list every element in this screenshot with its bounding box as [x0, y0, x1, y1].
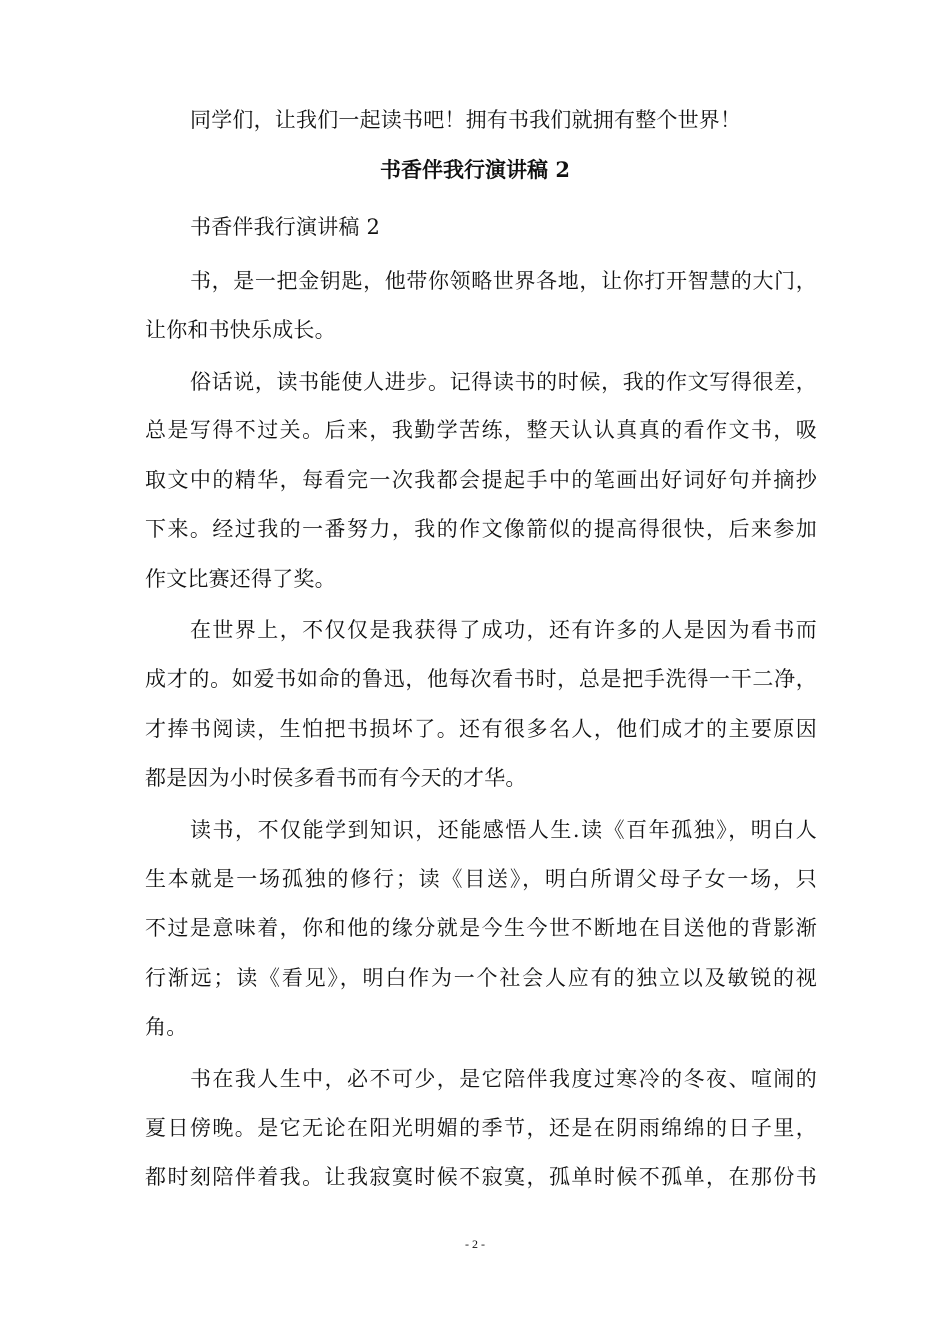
paragraph-line: 才捧书阅读，生怕把书损坏了。还有很多名人，他们成才的主要原因: [145, 717, 817, 741]
paragraph-line: 在世界上，不仅仅是我获得了成功，还有许多的人是因为看书而: [190, 618, 817, 642]
paragraph-line: 作文比赛还得了奖。: [145, 567, 336, 591]
paragraph-line: 书在我人生中，必不可少，是它陪伴我度过寒冷的冬夜、喧闹的: [190, 1067, 817, 1091]
paragraph-line: 都是因为小时侯多看书而有今天的才华。: [145, 766, 527, 790]
paragraph-line: 夏日傍晚。是它无论在阳光明媚的季节，还是在阴雨绵绵的日子里，: [145, 1116, 817, 1140]
section-title: 书香伴我行演讲稿 2: [380, 157, 570, 182]
paragraph-line: 不过是意味着，你和他的缘分就是今生今世不断地在目送他的背影渐: [145, 916, 817, 940]
paragraph-line: 书，是一把金钥匙，他带你领略世界各地，让你打开智慧的大门，: [190, 269, 817, 293]
paragraph-line: 角。: [145, 1015, 188, 1039]
paragraph-line: 成才的。如爱书如命的鲁迅，他每次看书时，总是把手洗得一干二净，: [145, 667, 817, 691]
paragraph-line: 让你和书快乐成长。: [145, 318, 336, 342]
paragraph-line: 取文中的精华，每看完一次我都会提起手中的笔画出好词好句并摘抄: [145, 468, 817, 492]
paragraph-line: 生本就是一场孤独的修行；读《目送》，明白所谓父母子女一场，只: [145, 867, 817, 891]
paragraph-line: 读书，不仅能学到知识，还能感悟人生.读《百年孤独》，明白人: [190, 818, 817, 842]
paragraph-line: 行渐远；读《看见》，明白作为一个社会人应有的独立以及敏锐的视: [145, 966, 817, 990]
paragraph-line: 俗话说，读书能使人进步。记得读书的时候，我的作文写得很差，: [190, 370, 817, 394]
paragraph-line: 都时刻陪伴着我。让我寂寞时候不寂寞，孤单时候不孤单，在那份书: [145, 1165, 817, 1189]
subtitle-line: 书香伴我行演讲稿 2: [190, 215, 381, 239]
page-number: - 2 -: [465, 1237, 485, 1251]
paragraph-line: 下来。经过我的一番努力，我的作文像箭似的提高得很快，后来参加: [145, 517, 817, 541]
closing-sentence: 同学们，让我们一起读书吧！拥有书我们就拥有整个世界！: [190, 108, 742, 132]
paragraph-line: 总是写得不过关。后来，我勤学苦练，整天认认真真的看作文书，吸: [145, 418, 817, 442]
